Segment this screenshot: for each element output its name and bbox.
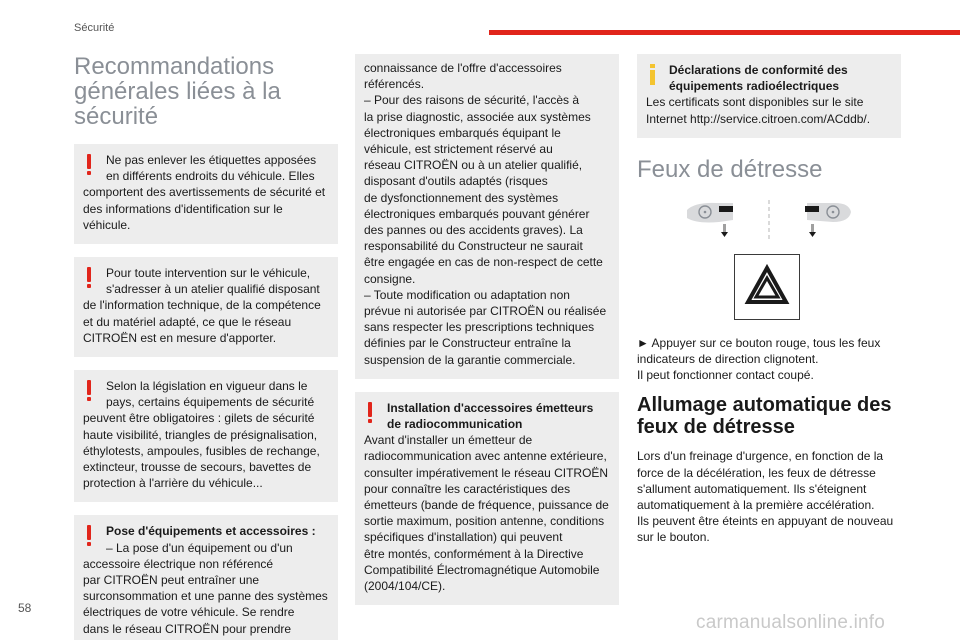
text-line: des informations d'identification sur le [83,201,283,216]
warning-box-radio [355,392,619,605]
subsection-title-auto-hazard [637,394,901,438]
text-line: électriques de votre véhicule. Se rendre [83,605,295,620]
hazard-button-illustration [734,254,800,320]
text-line: s'adresser à un atelier qualifié disposant [106,282,320,297]
text-line: Pour toute intervention sur le véhicule, [106,266,311,281]
text-line: indicateurs de direction clignotent. [637,352,819,367]
section-title-hazard: Feux de détresse [637,155,823,183]
warning-box-labels [74,144,338,244]
title-line: Recommandations [74,53,275,80]
text-line: haute visibilité, triangles de présignalisation, [83,427,318,442]
title-line: feux de détresse [637,416,795,439]
info-box-conformity [637,54,901,138]
text-line: en différents endroits du véhicule. Elles [106,169,315,184]
text-line: de dysfonctionnement des systèmes [364,190,559,205]
text-line: connaissance de l'offre d'accessoires [364,61,562,75]
text-line: spécifiques d'installation) qui peuvent [364,530,563,545]
text-line: extincteur, trousse de secours, bavettes de [83,460,312,475]
text-line: Selon la législation en vigueur dans le [106,379,308,394]
text-line: comportent des avertissements de sécurité et [83,185,326,200]
watermark-text: carmanualsonline.info [696,612,886,633]
text-line: – La pose d'un équipement ou d'un [106,540,293,555]
right-steering-wheel-icon [805,203,851,237]
text-line: pour connaître les caractéristiques des [364,481,571,496]
text-line: Internet http://service.citroen.com/ACddb/. [646,111,871,126]
text-line: être montés, conformément à la Directive [364,546,584,561]
text-line: force de la décélération, les feux de détresse [637,465,876,480]
text-line: – Toute modification ou adaptation non [364,287,570,302]
header-accent-bar [489,30,960,35]
text-line: Les certificats sont disponibles sur le site [646,95,864,110]
column-1 [74,54,338,640]
box-heading: de radiocommunication [387,417,523,432]
text-line: protection à l'arrière du véhicule... [83,476,263,491]
hazard-instruction [637,335,901,384]
text-line: Avant d'installer un émetteur de [364,433,533,448]
title-line: Allumage automatique des [637,394,892,417]
text-line: des pannes ou des accidents graves). La [364,223,583,238]
steering-wheel-illustration [637,198,901,244]
text-line: prévue ni autorisée par CITROËN ou réalisée [364,304,607,319]
text-line: Compatibilité Électromagnétique Automobile [364,562,600,577]
text-line: émetteurs (bande de fréquence, puissance de [364,498,609,513]
text-line: consigne. [364,271,416,286]
page-title [74,54,338,129]
text-line: peuvent être obligatoires : gilets de sécurité [83,411,315,426]
text-line: dans le réseau CITROËN pour prendre [83,621,292,636]
text-line: CITROËN est en mesure d'apporter. [83,330,277,345]
hazard-triangle-icon [734,254,800,320]
text-line: accessoire électrique non référencé [83,556,274,571]
text-line: sortie maximum, position antenne, conditions [364,514,605,529]
text-line: être engagée en cas de non-respect de cette [364,255,603,270]
text-line: (2004/104/CE). [364,579,446,594]
text-line: véhicule, est strictement réservé au [364,142,553,157]
box-heading: équipements radioélectriques [669,79,840,94]
box-heading: Installation d'accessoires émetteurs [387,400,594,415]
warning-icon [84,154,95,177]
warning-box-accessories [74,515,338,640]
text-line: automatiquement à la première accélération. [637,498,875,513]
text-line: sans respecter les prescriptions techniques [364,320,595,335]
text-line: Il peut fonctionner contact coupé. [637,368,814,383]
text-line: et du matériel adapté, ce que le réseau [83,314,292,329]
warning-icon [365,402,376,425]
text-line: réseau CITROËN ou à un atelier qualifié, [364,158,583,173]
text-line: sur le bouton. [637,530,710,545]
text-line: surconsommation et une panne des systèmes [83,589,328,604]
text-line: s'allument automatiquement. Ils s'éteignent [637,481,867,496]
text-line: véhicule. [83,217,131,232]
left-steering-wheel-icon [687,203,733,237]
accessories-continued-box [355,54,619,379]
text-line: de l'information technique, de la compétence [83,298,321,313]
text-line: définies par le Constructeur entraîne la [364,336,571,351]
text-line: électroniques embarqués pouvant générer [364,206,590,221]
text-line: Lors d'un freinage d'urgence, en fonction de la [637,449,884,464]
title-line: générales liées à la [74,78,281,105]
warning-icon [84,380,95,403]
text-line: – Pour des raisons de sécurité, l'accès à [364,93,580,108]
auto-hazard-description [637,448,901,545]
text-line: suspension de la garantie commerciale. [364,352,576,367]
header-section-label: Sécurité [74,22,115,34]
warning-icon [84,267,95,290]
column-3 [637,54,901,546]
text-line: éthylotests, ampoules, fusibles de rechange, [83,443,320,458]
box-heading: Déclarations de conformité des [669,63,848,77]
warning-box-legislation [74,370,338,502]
text-line: Ne pas enlever les étiquettes apposées [106,153,317,167]
text-line: radiocommunication avec antenne extérieure, [364,449,607,464]
warning-box-workshop [74,257,338,357]
text-line: pays, certains équipements de sécurité [106,395,315,410]
text-line: disposant d'outils adaptés (risques [364,174,548,189]
title-line: sécurité [74,103,159,130]
box-heading: Pose d'équipements et accessoires : [106,524,316,539]
text-line: consulter impérativement le réseau CITROËN [364,465,609,480]
text-line: électroniques embarqués équipant le [364,125,561,140]
text-line: référencés. [364,77,425,92]
text-line: la prise diagnostic, associée aux systèmes [364,109,591,124]
text-line: ► Appuyer sur ce bouton rouge, tous les feux [637,335,881,350]
text-line: Ils peuvent être éteints en appuyant de nouveau [637,514,894,529]
info-icon [647,64,658,87]
text-line: responsabilité du Constructeur ne saurait [364,239,583,254]
page-number: 58 [18,601,32,615]
warning-icon [84,525,95,548]
text-line: par CITROËN peut entraîner une [83,573,260,588]
column-2 [355,54,619,618]
